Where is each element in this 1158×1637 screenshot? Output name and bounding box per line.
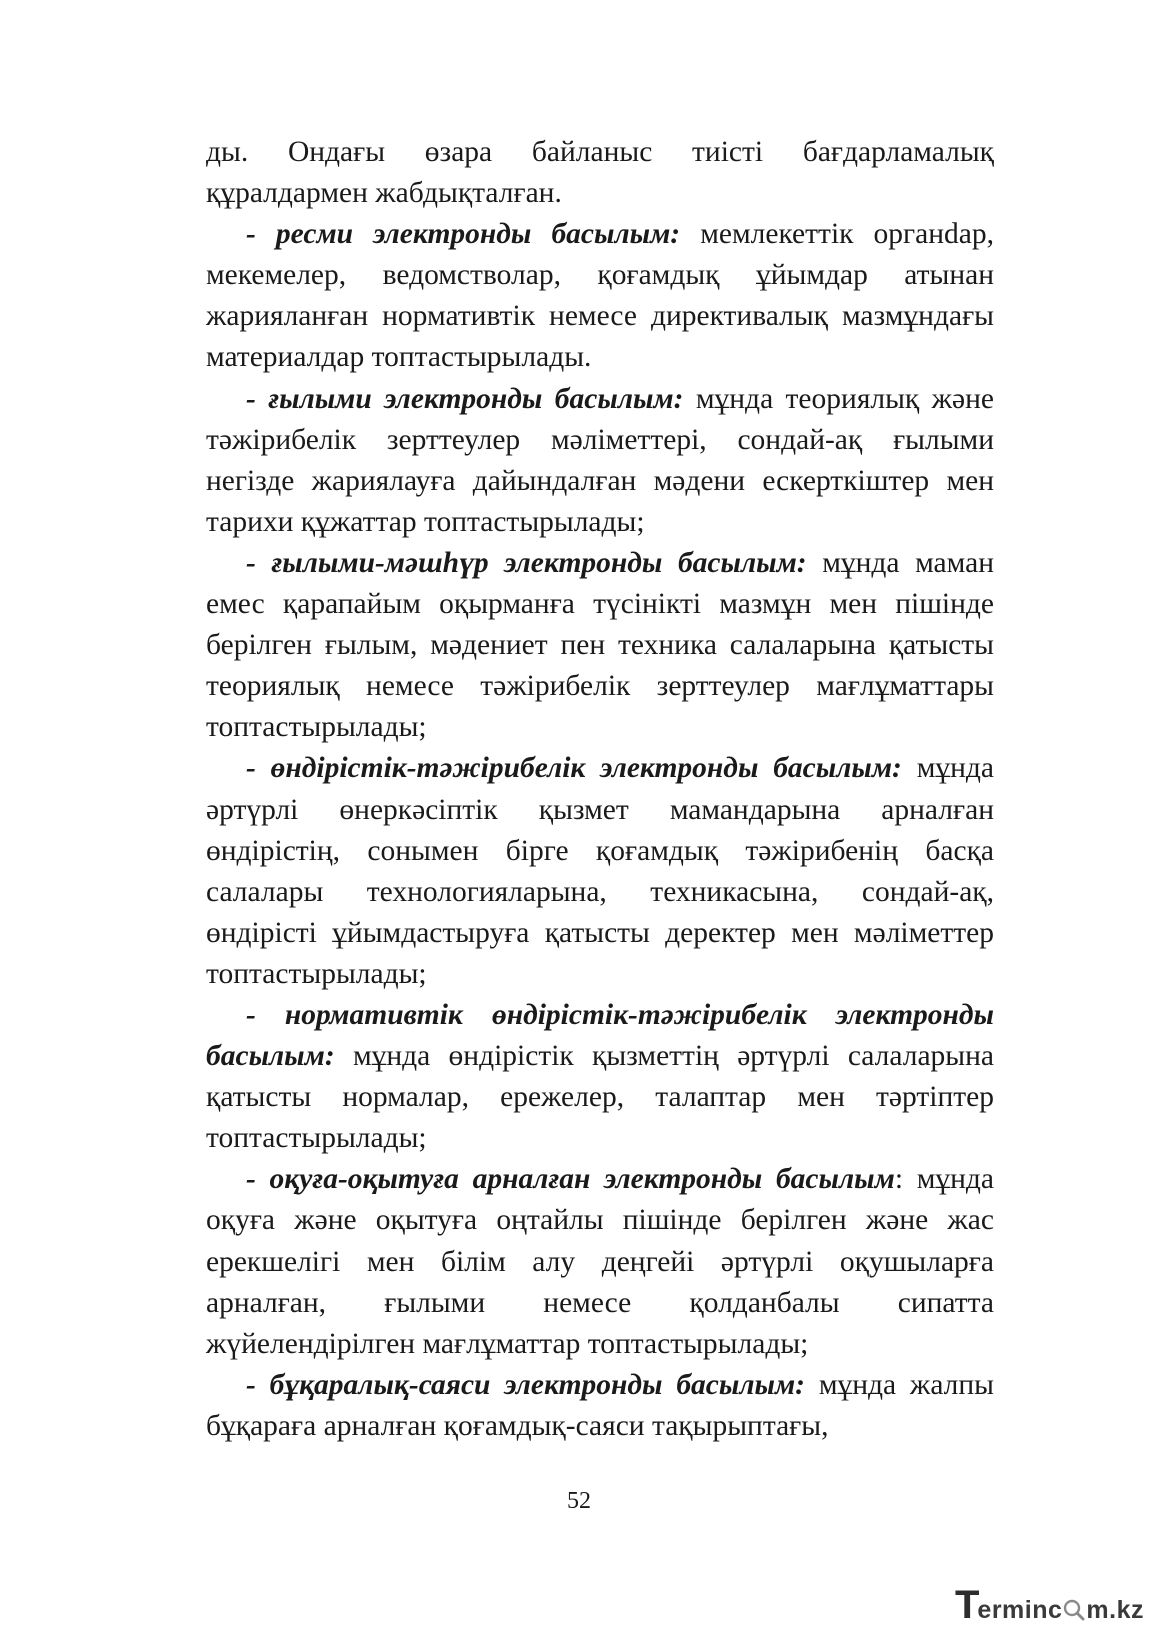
watermark-first-letter: T xyxy=(954,1583,978,1627)
paragraph-industrial-practical-publication xyxy=(206,748,994,995)
paragraph-body: ды. Ондағы өзара байланыс тиісті бағдарламалық құралдармен жабдықталған. xyxy=(206,136,994,210)
page-number: 52 xyxy=(567,1488,591,1514)
paragraph-term: - өндірістік-тәжірибелік электронды басылым: xyxy=(246,752,902,785)
watermark-middle-text: erminc xyxy=(977,1596,1063,1624)
paragraph-normative-publication xyxy=(206,995,994,1159)
paragraph-educational-publication xyxy=(206,1159,994,1364)
paragraph-scientific-publication xyxy=(206,379,994,543)
paragraph-term: - нормативтік өндірістік-тәжірибелік электронды басылым: xyxy=(206,998,994,1073)
paragraph-continuation xyxy=(206,132,994,214)
paragraph-term: - ғылыми-мәшһүр электронды басылым: xyxy=(246,546,807,579)
paragraph-body: мұнда әртүрлі өнеркәсіптік қызмет мамандарына арналған өндірістің, сонымен бірге қоғамдық тәжірибенің басқа салалары технологияларына, техникасына, сондай-ақ, өндірісті ұйымдастыруға қатысты деректер мен мәліметтер топтастырылады; xyxy=(206,752,994,990)
paragraph-body: мұнда теориялық және тәжірибелік зерттеулер мәліметтері, сондай-ақ ғылыми негізде жариялауға дайындалған мәдени ескерткіштер мен тарихи құжаттар топтастырылады; xyxy=(206,382,994,538)
paragraph-body: мұнда жалпы бұқараға арналған қоғамдық-саяси тақырыптағы, xyxy=(206,1368,994,1442)
paragraph-term: - ресми электронды басылым: xyxy=(246,218,681,251)
paragraph-term: - бұқаралық-саяси электронды басылым: xyxy=(246,1368,805,1401)
watermark-end-text: m.kz xyxy=(1086,1596,1144,1624)
paragraph-body: мемлекеттік органdар, мекемелер, ведомстволар, қоғамдық ұйымдар атынан жарияланған нормативтік немесе директивалық мазмұндағы материалдар топтастырылады. xyxy=(206,218,994,374)
paragraph-body: мұнда маман емес қарапайым оқырманға түсінікті мазмұн мен пішінде берілген ғылым, мәдениет пен техника салаларына қатысты теориялық немесе тәжірибелік зерттеулер мағлұматтары топтастырылады; xyxy=(206,546,994,744)
paragraph-term: - ғылыми электронды басылым: xyxy=(246,382,684,415)
paragraph-official-publication xyxy=(206,214,994,378)
paragraph-body: мұнда өндірістік қызметтің әртүрлі салаларына қатысты нормалар, ережелер, талаптар мен тәртіптер топтастырылады; xyxy=(206,1040,994,1155)
paragraph-mass-political-publication xyxy=(206,1365,994,1447)
magnifier-icon xyxy=(1063,1599,1085,1621)
paragraph-body: : мұнда оқуға және оқытуға оңтайлы пішінде берілген және жас ерекшелігі мен білім алу деңгейі әртүрлі оқушыларға арналған, ғылыми немесе қолданбалы сипатта жүйелендірілген мағлұматтар топтастырылады; xyxy=(206,1163,995,1360)
paragraph-term: - оқуға-оқытуға арналған электронды басылым xyxy=(246,1163,895,1196)
page-text-block xyxy=(206,132,994,1447)
paragraph-popular-science-publication xyxy=(206,543,994,748)
watermark-logo xyxy=(955,1585,1144,1625)
